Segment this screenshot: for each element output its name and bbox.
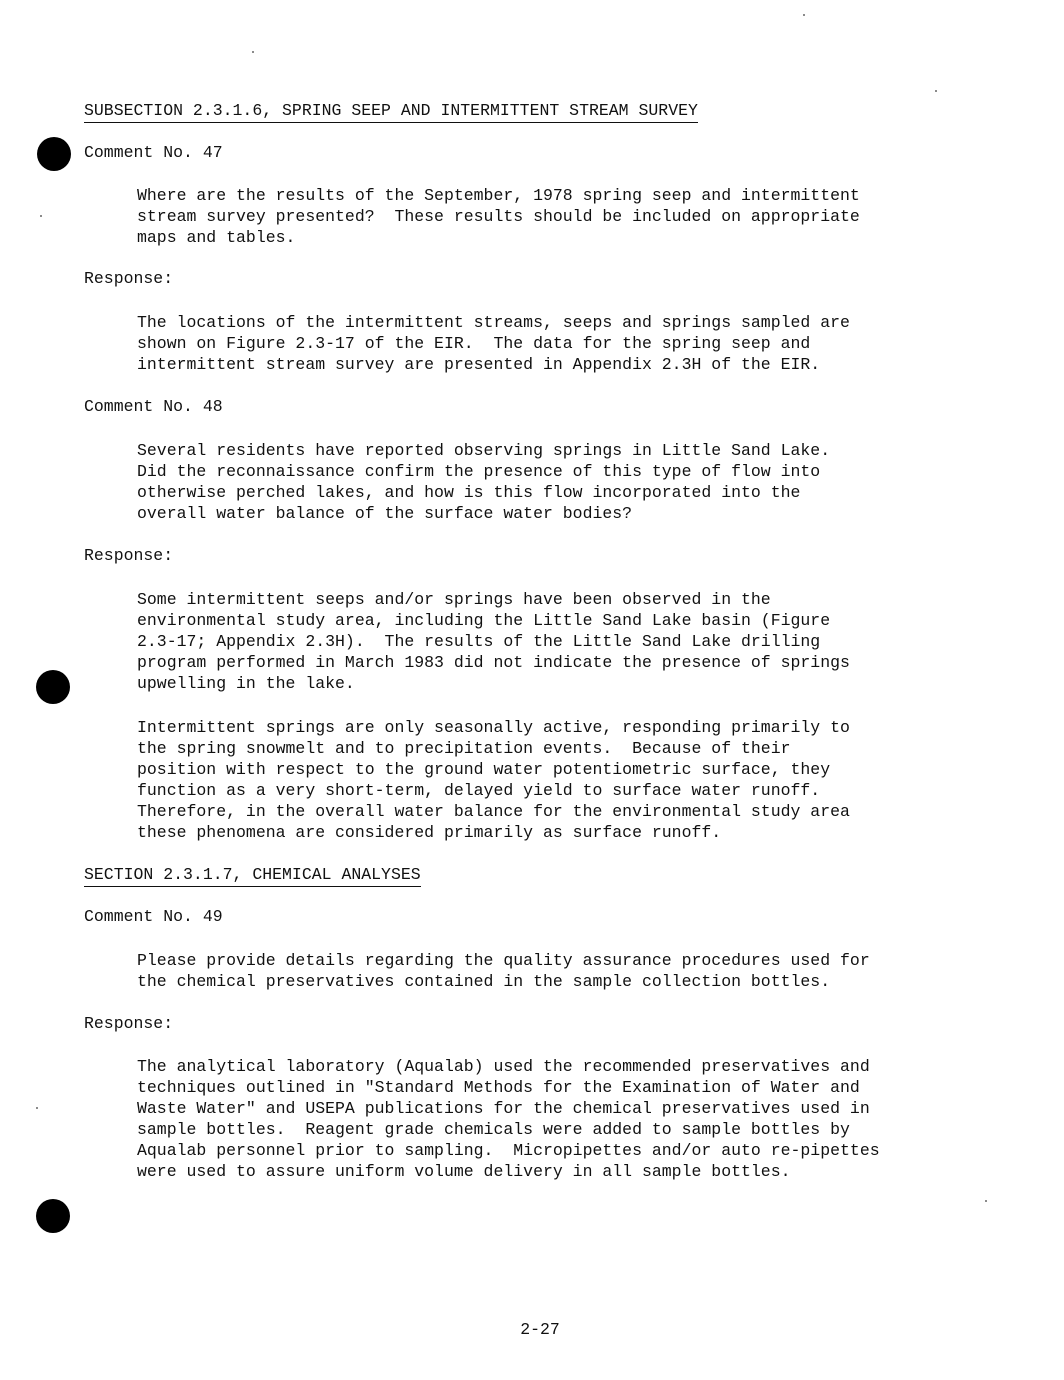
response-label: Response: <box>84 269 174 288</box>
response-label: Response: <box>84 1014 174 1033</box>
punch-hole-bottom <box>36 1199 70 1233</box>
page-number: 2-27 <box>520 1320 560 1339</box>
scan-speck <box>40 215 42 217</box>
scan-speck <box>803 14 805 16</box>
response-text: The locations of the intermittent streams, seeps and springs sampled are shown on Figure 2.3-17 of the EIR. The data for the spring seep and intermittent stream survey are presented in Appendix 2.3H of the EIR. <box>137 313 850 374</box>
scan-speck <box>252 51 254 53</box>
comment-label: Comment No. 48 <box>84 397 223 416</box>
response-text: Some intermittent seeps and/or springs have been observed in the environmental study area, including the Little Sand Lake basin (Figure 2.3-17; Appendix 2.3H). The results of the Little Sand Lake drilling program performed in March 1983 did not indicate the presence of springs upwelling in the lake. <box>137 590 850 693</box>
scan-speck <box>985 1200 987 1202</box>
comment-label: Comment No. 47 <box>84 143 223 162</box>
scan-speck <box>935 90 937 92</box>
punch-hole-top <box>37 137 71 171</box>
section-heading: SECTION 2.3.1.7, CHEMICAL ANALYSES <box>84 864 421 887</box>
comment-text: Several residents have reported observing springs in Little Sand Lake. Did the reconnaissance confirm the presence of this type of flow into otherwise perched lakes, and how is this flow incorporated into the overall water balance of the surface water bodies? <box>137 441 831 523</box>
response-text: Intermittent springs are only seasonally active, responding primarily to the spring snowmelt and to precipitation events. Because of their position with respect to the ground water potentiometric surface, they function as a very short-term, delayed yield to surface water runoff. Therefore, in the overall water balance for the environmental study area these phenomena are considered primarily as surface runoff. <box>137 718 850 842</box>
response-label: Response: <box>84 546 174 565</box>
comment-label: Comment No. 49 <box>84 907 223 926</box>
subsection-heading: SUBSECTION 2.3.1.6, SPRING SEEP AND INTERMITTENT STREAM SURVEY <box>84 100 698 123</box>
comment-text: Where are the results of the September, 1978 spring seep and intermittent stream survey presented? These results should be included on appropriate maps and tables. <box>137 186 860 247</box>
scan-speck <box>36 1107 38 1109</box>
comment-text: Please provide details regarding the quality assurance procedures used for the chemical preservatives contained in the sample collection bottles. <box>137 951 870 991</box>
response-text: The analytical laboratory (Aqualab) used the recommended preservatives and techniques outlined in "Standard Methods for the Examination of Water and Waste Water" and USEPA publications for the chemical preservatives used in sample bottles. Reagent grade chemicals were added to sample bottles by Aqualab personnel prior to sampling. Micropipettes and/or auto re-pipettes were used to assure uniform volume delivery in all sample bottles. <box>137 1057 880 1181</box>
punch-hole-middle <box>36 670 70 704</box>
